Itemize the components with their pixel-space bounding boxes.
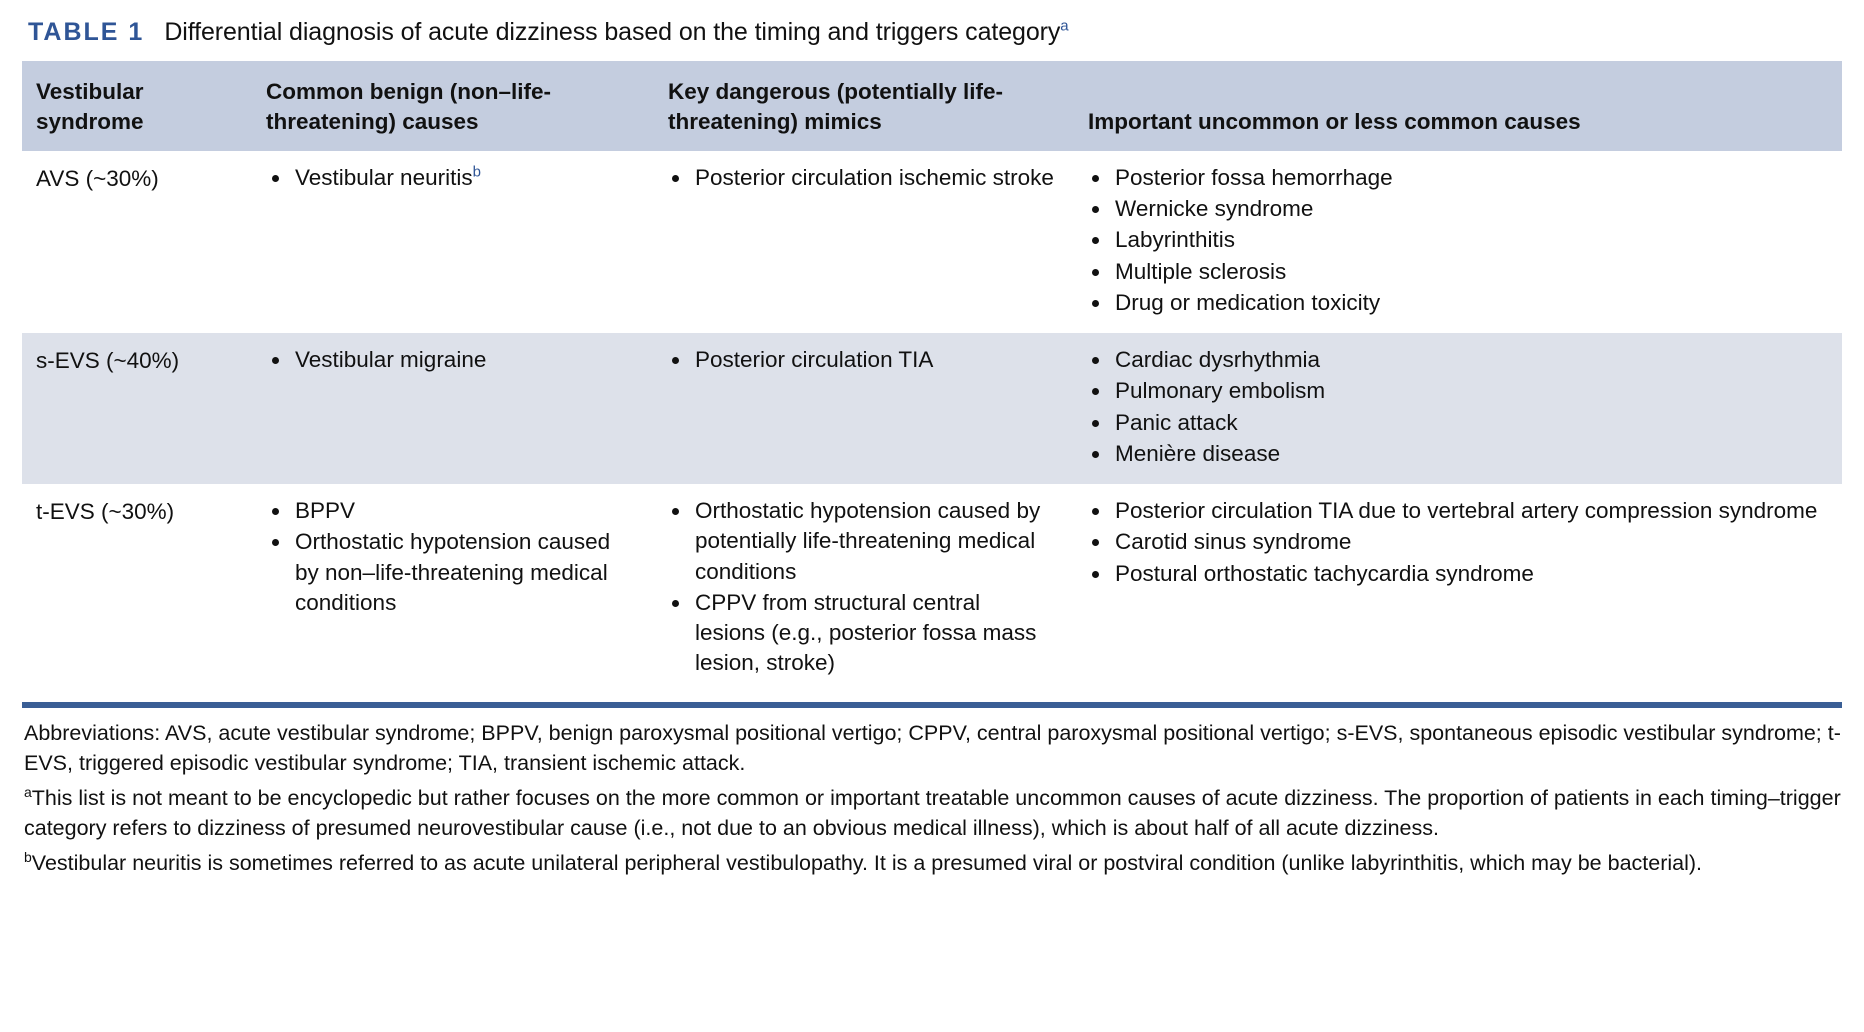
table-footnotes: [22, 708, 1846, 879]
differential-diagnosis-table: [22, 61, 1842, 694]
list-item: Pulmonary embolism: [1086, 376, 1826, 406]
table-body: [22, 151, 1842, 694]
table-row: [22, 484, 1842, 694]
column-header-important-uncommon-causes: Important uncommon or less common causes: [1072, 61, 1842, 151]
list-item: Multiple sclerosis: [1086, 257, 1826, 287]
table-header-row: [22, 61, 1842, 151]
list-item: Postural orthostatic tachycardia syndrome: [1086, 559, 1826, 589]
bullet-list: [266, 496, 636, 618]
cell-benign-causes: [252, 484, 652, 694]
cell-benign-causes: [252, 333, 652, 484]
bullet-list: [666, 163, 1056, 193]
cell-dangerous-mimics: [652, 484, 1072, 694]
list-item: Carotid sinus syndrome: [1086, 527, 1826, 557]
list-item: Wernicke syndrome: [1086, 194, 1826, 224]
cell-dangerous-mimics: [652, 333, 1072, 484]
cell-uncommon-causes: [1072, 151, 1842, 333]
column-header-common-benign-causes: Common benign (non–life-threatening) causes: [252, 61, 652, 151]
list-item: Panic attack: [1086, 408, 1826, 438]
list-item: BPPV: [266, 496, 636, 526]
bullet-list: [266, 163, 636, 193]
footnote-a: $^a$This list is not meant to be encyclopedic but rather focuses on the more common or important treatable uncommon causes of acute dizziness. The proportion of patients in each timing–trigger category refers to dizziness of presumed neurovestibular cause (i.e., not due to an obvious medical illness), which is about half of all acute dizziness.: [24, 783, 1841, 841]
footnote-b: $^b$Vestibular neuritis is sometimes referred to as acute unilateral peripheral vestibulopathy. It is a presumed viral or postviral condition (unlike labyrinthitis, which may be bacterial).: [24, 848, 1703, 875]
table-row: [22, 151, 1842, 333]
bullet-list: [666, 496, 1056, 679]
title-footnote-marker: a: [1060, 17, 1069, 35]
list-item: Posterior fossa hemorrhage: [1086, 163, 1826, 193]
footnote-b-marker: b: [24, 848, 32, 865]
bullet-list: [1086, 163, 1826, 318]
list-item: Vestibular migraine: [266, 345, 636, 375]
cell-uncommon-causes: [1072, 333, 1842, 484]
bullet-list: [1086, 496, 1826, 589]
cell-syndrome: t-EVS (~30%): [22, 484, 252, 694]
column-header-key-dangerous-mimics: Key dangerous (potentially life-threatening) mimics: [652, 61, 1072, 151]
list-item: Drug or medication toxicity: [1086, 288, 1826, 318]
table-row: [22, 333, 1842, 484]
footnote-abbreviations: Abbreviations: AVS, acute vestibular syndrome; BPPV, benign paroxysmal positional vertigo; CPPV, central paroxysmal positional vertigo; s-EVS, spontaneous episodic vestibular syndrome; t-EVS, triggered episodic vestibular syndrome; TIA, transient ischemic attack.: [24, 720, 1841, 776]
list-item: Vestibular neuritis$^b$: [266, 163, 636, 193]
list-item: Orthostatic hypotension caused by non–life-threatening medical conditions: [266, 527, 636, 618]
cell-syndrome: s-EVS (~40%): [22, 333, 252, 484]
table-title: [22, 10, 1842, 61]
list-item: Menière disease: [1086, 439, 1826, 469]
cell-benign-causes: [252, 151, 652, 333]
bullet-list: [266, 345, 636, 375]
list-item: Posterior circulation TIA due to vertebral artery compression syndrome: [1086, 496, 1826, 526]
bullet-list: [1086, 345, 1826, 469]
footnote-a-marker: a: [24, 783, 32, 800]
list-item: Labyrinthitis: [1086, 225, 1826, 255]
column-header-vestibular-syndrome: Vestibular syndrome: [22, 61, 252, 151]
list-item: Posterior circulation TIA: [666, 345, 1056, 375]
table-number-label: TABLE 1: [28, 18, 145, 46]
list-item: CPPV from structural central lesions (e.g., posterior fossa mass lesion, stroke): [666, 588, 1056, 679]
table-caption-text: Differential diagnosis of acute dizziness based on the timing and triggers category$^a$: [164, 17, 1069, 46]
list-item: Orthostatic hypotension caused by potentially life-threatening medical conditions: [666, 496, 1056, 587]
bullet-list: [666, 345, 1056, 375]
cell-syndrome: AVS (~30%): [22, 151, 252, 333]
list-item: Posterior circulation ischemic stroke: [666, 163, 1056, 193]
cell-uncommon-causes: [1072, 484, 1842, 694]
table-header: [22, 61, 1842, 151]
cell-footnote-marker: b: [472, 163, 481, 181]
list-item: Cardiac dysrhythmia: [1086, 345, 1826, 375]
cell-dangerous-mimics: [652, 151, 1072, 333]
